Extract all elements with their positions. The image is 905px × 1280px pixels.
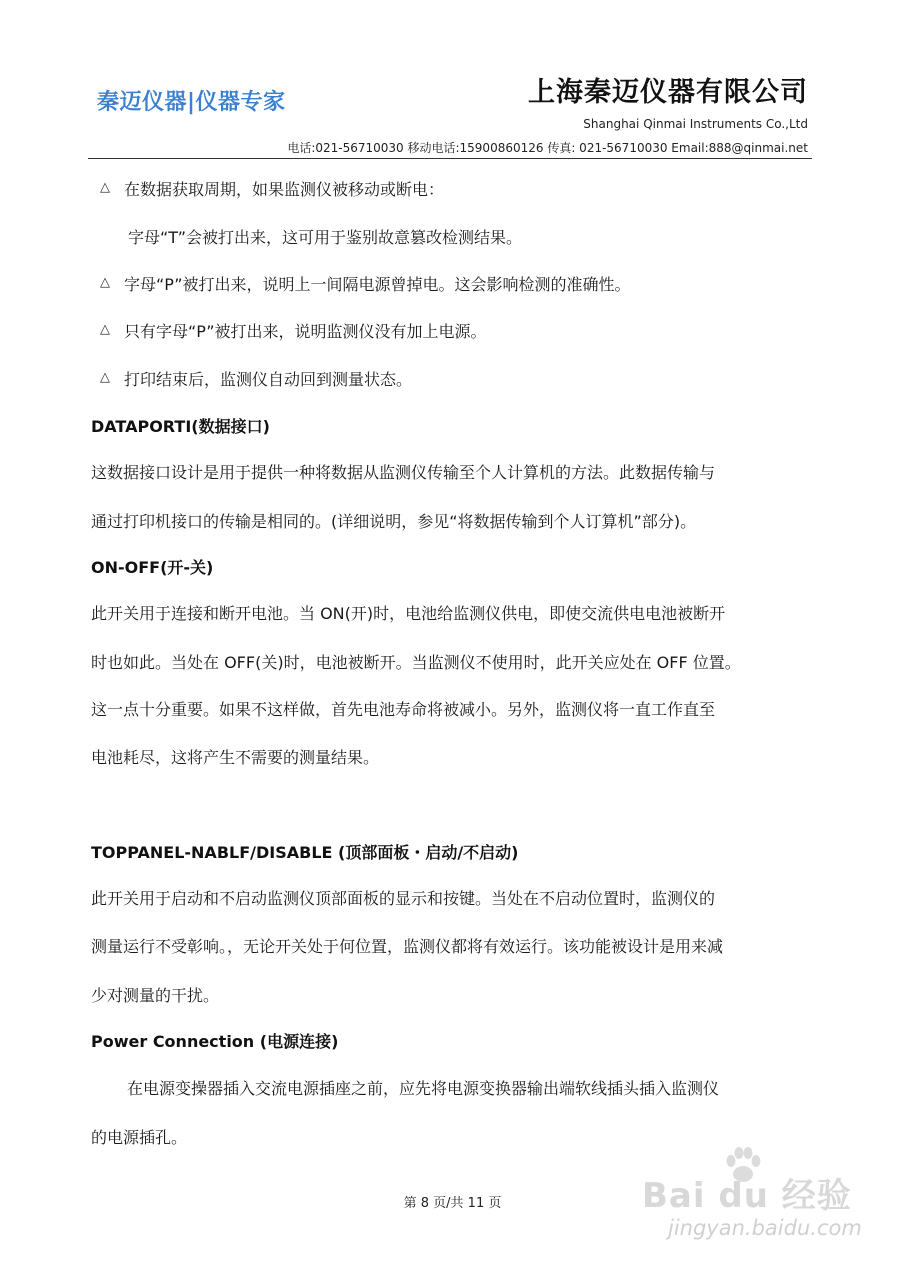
company-name: 上海秦迈仪器有限公司 [528, 77, 808, 108]
brand-slogan: 秦迈仪器|仪器专家 [97, 90, 286, 115]
bullet-marker: △ [100, 275, 110, 290]
bullet-marker: △ [100, 180, 110, 195]
page-number: 第 8 页/共 11 页 [403, 1196, 502, 1211]
paragraph-line: 在电源变操器插入交流电源插座之前，应先将电源变换器输出端软线插头插入监测仪 [127, 1079, 720, 1098]
contact-info: 电话:021-56710030 移动电话:15900860126 传真: 021-56710030 Email:888@qinmai.net [287, 141, 808, 155]
bullet-text: 只有字母“P”被打出来，说明监测仪没有加上电源。 [124, 322, 487, 341]
paragraph-line: 测量运行不受彰响。，无论开关处于何位置，监测仪都将有效运行。该功能被设计是用来减 [91, 937, 724, 956]
paragraph-line: 这数据接口设计是用于提供一种将数据从监测仪传输至个人计算机的方法。此数据传输与 [91, 463, 716, 482]
bullet-text: 在数据获取周期，如果监测仪被移动或断电： [124, 180, 445, 199]
company-name-en: Shanghai Qinmai Instruments Co.,Ltd [583, 117, 808, 131]
section-heading-onoff: ON-OFF(开-关) [91, 558, 214, 577]
paragraph-line: 这一点十分重要。如果不这样做，首先电池寿命将被减小。另外，监测仪将一直工作直至 [91, 700, 716, 719]
paragraph-line: 此开关用于连接和断开电池。当 ON(开)时，电池给监测仪供电，即使交流供电电池被断开 [91, 604, 726, 623]
bullet-text: 打印结束后，监测仪自动回到测量状态。 [124, 370, 413, 389]
paragraph-line: 少对测量的干扰。 [91, 986, 220, 1005]
paragraph-line: 电池耗尽，这将产生不需要的测量结果。 [91, 748, 380, 767]
bullet-marker: △ [100, 322, 110, 337]
section-heading-toppanel: TOPPANEL-NABLF/DISABLE (顶部面板・启动/不启动) [91, 843, 519, 862]
section-heading-power: Power Connection (电源连接) [91, 1032, 339, 1051]
bullet-text: 字母“P”被打出来，说明上一间隔电源曾掉电。这会影响检测的准确性。 [124, 275, 631, 294]
watermark-logo: Bai du 经验 [642, 1176, 852, 1216]
bullet-marker: △ [100, 370, 110, 385]
paragraph-line: 的电源插孔。 [91, 1128, 188, 1147]
paragraph-line: 通过打印机接口的传输是相同的。(详细说明，参见“将数据传输到个人订算机”部分)。 [91, 512, 697, 531]
paragraph-line: 此开关用于启动和不启动监测仪顶部面板的显示和按键。当处在不启动位置时，监测仪的 [91, 889, 716, 908]
bullet-text: 字母“T”会被打出来，这可用于鉴别故意篡改检测结果。 [128, 228, 523, 247]
section-heading-dataport: DATAPORTI(数据接口) [91, 417, 270, 436]
watermark-url: jingyan.baidu.com [668, 1216, 862, 1240]
paragraph-line: 时也如此。当处在 OFF(关)时，电池被断开。当监测仪不使用时，此开关应处在 OFF 位置。 [91, 653, 741, 672]
header-divider [88, 158, 812, 159]
